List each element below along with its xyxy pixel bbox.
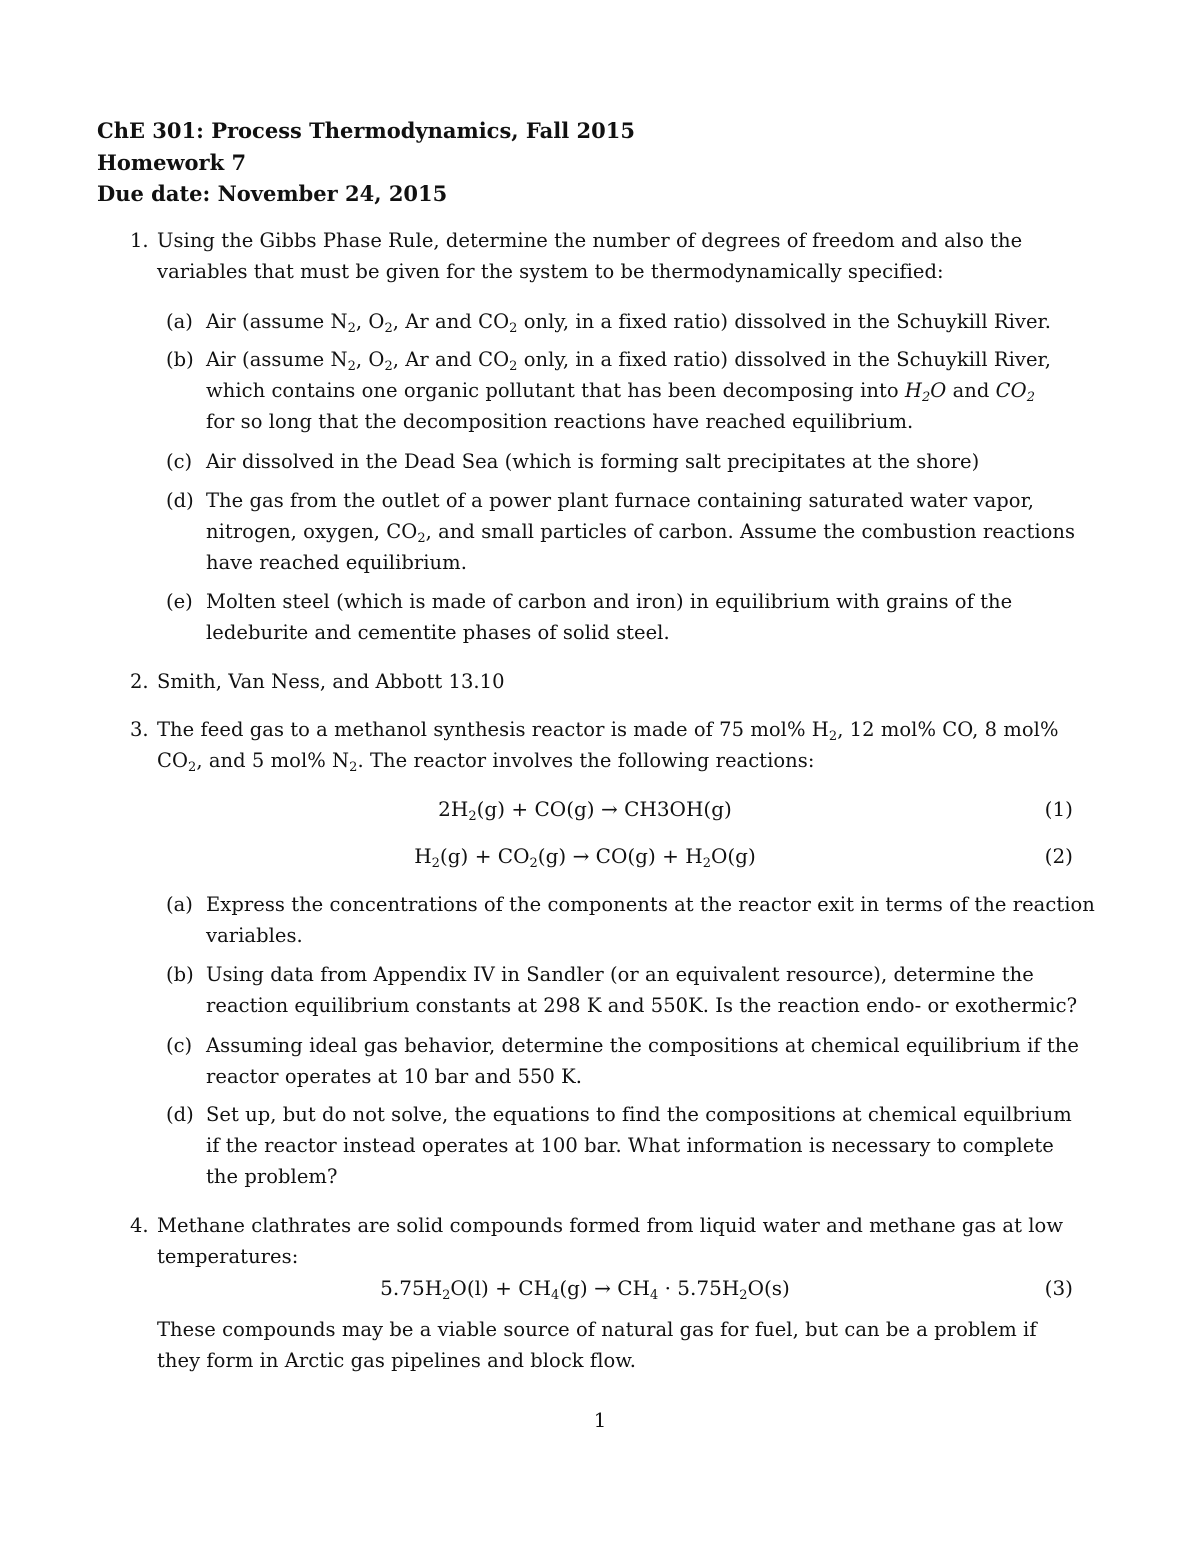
part-c-text: Air dissolved in the Dead Sea (which is forming salt precipitates at the shore) (206, 450, 980, 473)
part-label: (a) (166, 893, 193, 916)
part-a-text: Air (assume $N_2$, $O_2$, Ar and $CO_2$ only, in a fixed ratio) dissolved in the Schuykill River. (206, 310, 1052, 336)
question-text: The feed gas to a methanol synthesis reactor is made of 75 mol% $H_2$, 12 mol% CO, 8 mol% (157, 718, 1059, 744)
equation-number: (3) (1044, 1276, 1073, 1300)
part-c-text: Assuming ideal gas behavior, determine the compositions at chemical equilibrium if the (206, 1034, 1079, 1057)
question-number: 3. (130, 718, 149, 741)
question-number: 4. (130, 1214, 149, 1237)
question-text: These compounds may be a viable source of natural gas for fuel, but can be a problem if (157, 1318, 1037, 1341)
part-e-text: Molten steel (which is made of carbon and iron) in equilibrium with grains of the (206, 590, 1013, 613)
question-text: $CO_2$, and 5 mol% $N_2$. The reactor involves the following reactions: (157, 749, 815, 775)
part-label: (d) (166, 489, 194, 512)
part-c-text: reactor operates at 10 bar and 550 K. (206, 1065, 582, 1088)
equation-1: $2H_2(g) + CO(g) \to CH3OH(g)$ (438, 797, 732, 824)
part-label: (c) (166, 450, 193, 473)
part-a-text: Express the concentrations of the components at the reactor exit in terms of the reaction (206, 893, 1095, 916)
part-label: (e) (166, 590, 193, 613)
equation-number: (1) (1044, 797, 1073, 821)
question-text: Using the Gibbs Phase Rule, determine the number of degrees of freedom and also the (157, 229, 1023, 252)
part-b-text: Air (assume $N_2$, $O_2$, Ar and $CO_2$ only, in a fixed ratio) dissolved in the Schuykill River, (206, 348, 1052, 374)
question-text: Methane clathrates are solid compounds formed from liquid water and methane gas at low (157, 1214, 1064, 1237)
question-number: 2. (130, 670, 149, 693)
part-b-text: reaction equilibrium constants at 298 K and 550K. Is the reaction endo- or exothermic? (206, 994, 1078, 1017)
part-d-text: if the reactor instead operates at 100 bar. What information is necessary to complete (206, 1134, 1054, 1157)
part-label: (b) (166, 963, 194, 986)
part-e-text: ledeburite and cementite phases of solid steel. (206, 621, 670, 644)
course-title: ChE 301: Process Thermodynamics, Fall 2015 (97, 118, 635, 143)
part-b-text: Using data from Appendix IV in Sandler (or an equivalent resource), determine the (206, 963, 1034, 986)
question-number: 1. (130, 229, 149, 252)
part-label: (c) (166, 1034, 193, 1057)
equation-2: $H_2(g) + CO_2(g) \to CO(g) + H_2O(g)$ (414, 844, 756, 871)
part-d-text: nitrogen, oxygen, $CO_2$, and small particles of carbon. Assume the combustion reactions (206, 520, 1076, 546)
homework-title: Homework 7 (97, 150, 247, 175)
equation-number: (2) (1044, 844, 1073, 868)
part-label: (d) (166, 1103, 194, 1126)
question-text: they form in Arctic gas pipelines and block flow. (157, 1349, 636, 1372)
question-text: temperatures: (157, 1245, 299, 1268)
part-d-text: the problem? (206, 1165, 338, 1188)
question-text: Smith, Van Ness, and Abbott 13.10 (157, 670, 505, 693)
part-d-text: Set up, but do not solve, the equations to find the compositions at chemical equilbrium (206, 1103, 1072, 1126)
equation-3: $5.75H_2O(l) + CH_4(g) \to CH_4 \cdot 5.75H_2O(s)$ (380, 1276, 790, 1303)
part-d-text: The gas from the outlet of a power plant furnace containing saturated water vapor, (206, 489, 1035, 512)
part-a-text: variables. (206, 924, 303, 947)
part-label: (a) (166, 310, 193, 333)
part-label: (b) (166, 348, 194, 371)
part-d-text: have reached equilibrium. (206, 551, 467, 574)
part-b-text: for so long that the decomposition reactions have reached equilibrium. (206, 410, 914, 433)
part-b-text: which contains one organic pollutant that has been decomposing into $H_2O$ and $CO_2$ (206, 379, 1036, 405)
question-text: variables that must be given for the system to be thermodynamically specified: (157, 260, 944, 283)
due-date: Due date: November 24, 2015 (97, 181, 448, 206)
page-number: 1 (593, 1408, 607, 1432)
